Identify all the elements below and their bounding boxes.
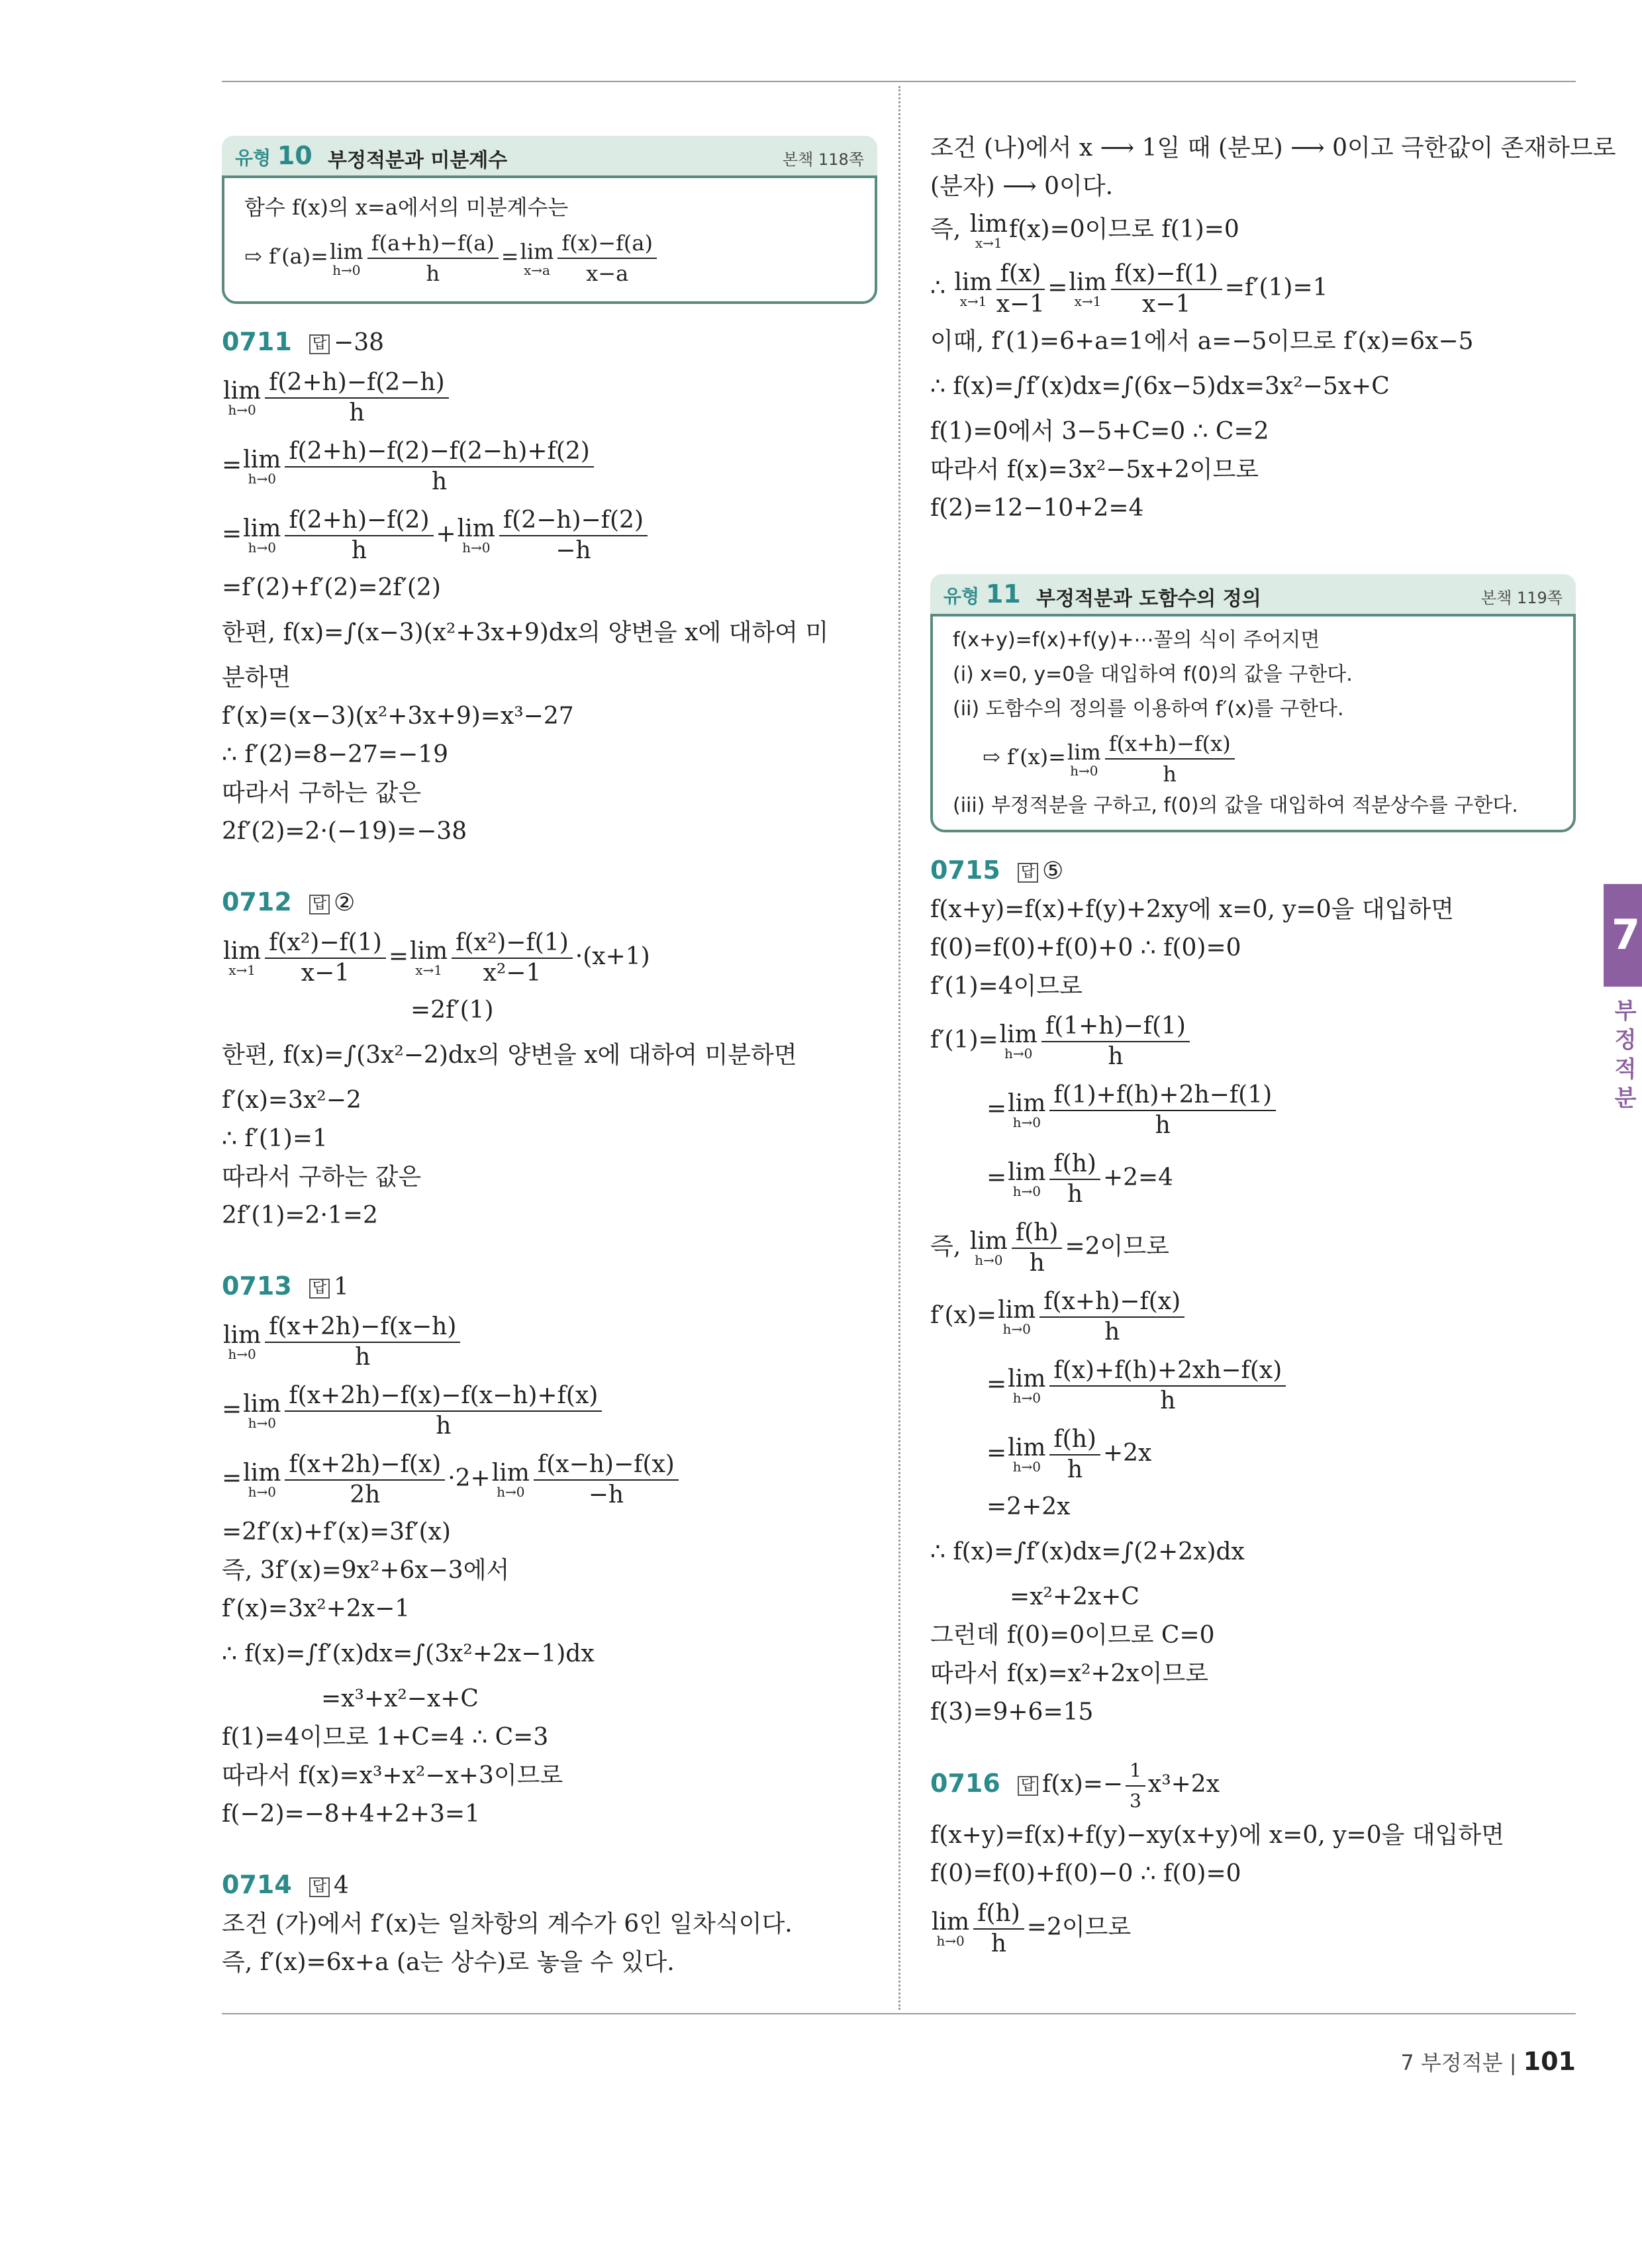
p0715-line6: = lim h→0 $\frac{f(h)}{h}$ +2=4 xyxy=(987,1150,1174,1208)
r-top-line4: ∴ lim x→1 $\frac{f(x)}{x-1}$ = lim x→1 $\frac{f(x)-f(1)}{x-1}$ =f′(1)=1 xyxy=(930,260,1328,318)
r-top-line8: 따라서 f(x)=3x²−5x+2이므로 xyxy=(930,456,1259,483)
p0716-line3: lim h→0 $\frac{f(h)}{h}$ =2이므로 xyxy=(932,1899,1132,1957)
left-column xyxy=(222,136,877,1982)
r-top-line9: f(2)=12−10+2=4 xyxy=(930,495,1144,522)
p0711-line9: 따라서 구하는 값은 xyxy=(222,779,422,807)
p0713-line6: f′(x)=3x²+2x−1 xyxy=(222,1595,410,1622)
type11-box-line1: f(x+y)=f(x)+f(y)+⋯꼴의 식이 주어지면 xyxy=(953,628,1320,652)
p0711-line8: ∴ f′(2)=8−27=−19 xyxy=(222,741,449,768)
p0715-line14: 그런데 f(0)=0이므로 C=0 xyxy=(930,1621,1215,1649)
p0715-line8: f′(x)= lim h→0 $\frac{f(x+h)-f(x)}{h}$ xyxy=(930,1281,1576,1350)
type11-box xyxy=(930,614,1576,832)
p0712-line6: 따라서 구하는 값은 xyxy=(222,1163,422,1191)
p0715-line2: f(0)=f(0)+f(0)+0 ∴ f(0)=0 xyxy=(930,934,1241,961)
r-top-line5: 이때, f′(1)=6+a=1에서 a=−5이므로 f′(x)=6x−5 xyxy=(930,328,1474,355)
column-divider xyxy=(898,86,900,2010)
r-top-line2: (분자) ⟶ 0이다. xyxy=(930,173,1114,200)
p0713-line2: = lim h→0 $\frac{f(x+2h)-f(x)-f(x-h)+f(x)}{h}$ xyxy=(222,1375,877,1444)
chapter-side-label: 부정적분 xyxy=(1614,998,1637,1112)
right-column xyxy=(930,129,1616,1962)
r-top-line3: 즉, lim x→1 f(x)=0이므로 f(1)=0 xyxy=(930,211,1239,251)
p0715-line3: f′(1)=4이므로 xyxy=(930,972,1083,1000)
p0712-line3: 한편, f(x)=∫(3x²−2)dx의 양변을 x에 대하여 미분하면 xyxy=(222,1042,797,1069)
p0711-line10: 2f′(2)=2·(−19)=−38 xyxy=(222,818,467,845)
chapter-side-tab: 7 xyxy=(1604,884,1642,987)
p0715-line12: ∴ f(x)=∫f′(x)dx=∫(2+2x)dx xyxy=(930,1538,1245,1565)
type10-ref: 본책 118쪽 xyxy=(783,150,864,169)
p0715-line1: f(x+y)=f(x)+f(y)+2xy에 x=0, y=0을 대입하면 xyxy=(930,895,1454,923)
type10-tag: 유형 10 xyxy=(235,141,313,170)
p0711-line6: 분하면 xyxy=(222,664,291,691)
type11-ref: 본책 119쪽 xyxy=(1481,589,1563,607)
p0711-line4: =f′(2)+f′(2)=2f′(2) xyxy=(222,574,441,601)
footer-chapter: 7 부정적분 | xyxy=(1400,2050,1523,2075)
p0712-line4: f′(x)=3x²−2 xyxy=(222,1087,362,1114)
p0711-line2: = lim h→0 $\frac{f(2+h)-f(2)-f(2-h)+f(2)}{h}$ xyxy=(222,431,877,500)
type11-box-line5: (iii) 부정적분을 구하고, f(0)의 값을 대입하여 적분상수를 구한다. xyxy=(953,793,1518,817)
p0713-line5: 즉, 3f′(x)=9x²+6x−3에서 xyxy=(222,1557,510,1584)
p0713-line8: =x³+x²−x+C xyxy=(321,1685,479,1712)
p0716-line1: f(x+y)=f(x)+f(y)−xy(x+y)에 x=0, y=0을 대입하면 xyxy=(930,1821,1504,1849)
page-footer xyxy=(1400,2046,1576,2077)
p0715-line9: = lim h→0 $\frac{f(x)+f(h)+2xh-f(x)}{h}$ xyxy=(930,1350,1576,1419)
type11-box-line4: ⇨ f′(x)= lim h→0 $\frac{f(x+h)-f(x)}{h}$ xyxy=(953,726,1553,789)
problem-0711-header: 0711 답 −38 xyxy=(222,327,385,356)
type11-title: 부정적분과 도함수의 정의 xyxy=(1036,587,1261,611)
type11-box-line2: (i) x=0, y=0을 대입하여 f(0)의 값을 구한다. xyxy=(953,663,1353,686)
p0713-line4: =2f′(x)+f′(x)=3f′(x) xyxy=(222,1518,451,1546)
p0715-line11: =2+2x xyxy=(987,1493,1071,1520)
type11-tag: 유형 11 xyxy=(943,579,1021,609)
p0711-line3: = lim h→0 $\frac{f(2+h)-f(2)}{h}$ + lim h→0 $\frac{f(2-h)-f(2)}{-h}$ xyxy=(222,500,877,569)
p0715-line13: =x²+2x+C xyxy=(1010,1583,1139,1610)
problem-0713-header: 0713 답 1 xyxy=(222,1271,349,1301)
type10-header xyxy=(222,136,877,175)
p0712-line1: lim x→1 $\frac{\text{f(x²)−f(1)}}{x-1}$ = lim x→1 $\frac{\text{f(x²)−f(1)}}{\text{x²−1}}$ ·(x+1) xyxy=(223,929,650,987)
p0715-line4: f′(1)= lim h→0 $\frac{f(1+h)-f(1)}{h}$ xyxy=(930,1006,1576,1075)
type11-header xyxy=(930,574,1576,614)
problem-0716-header: 0716 답 f(x)=− $\frac{1}{3}$ x³+2x xyxy=(930,1751,1576,1816)
p0714-line1: 조건 (가)에서 f′(x)는 일차항의 계수가 6인 일차식이다. xyxy=(222,1910,793,1938)
p0713-line3: = lim h→0 $\frac{f(x+2h)-f(x)}{2h}$ ·2+ lim h→0 $\frac{f(x-h)-f(x)}{-h}$ xyxy=(222,1444,877,1513)
problem-0712-header: 0712 답 ② xyxy=(222,887,356,916)
p0713-line1: lim h→0 $\frac{f(x+2h)-f(x-h)}{h}$ xyxy=(222,1307,877,1375)
r-top-line1: 조건 (나)에서 x ⟶ 1일 때 (분모) ⟶ 0이고 극한값이 존재하므로 xyxy=(930,134,1616,162)
top-rule xyxy=(222,81,1576,82)
problem-0714-header: 0714 답 4 xyxy=(222,1870,349,1899)
p0713-line11: f(−2)=−8+4+2+3=1 xyxy=(222,1800,480,1828)
type10-box-formula: ⇨ f′(a)= lim h→0 $\frac{f(a+h)-f(a)}{h}$ = lim x→a $\frac{f(x)-f(a)}{x-a}$ xyxy=(244,224,855,288)
p0713-line10: 따라서 f(x)=x³+x²−x+3이므로 xyxy=(222,1762,563,1789)
problem-0715-header: 0715 답 ⑤ xyxy=(930,855,1064,885)
p0715-line10: = lim h→0 $\frac{f(h)}{h}$ +2x xyxy=(987,1425,1152,1483)
p0711-line7: f′(x)=(x−3)(x²+3x+9)=x³−27 xyxy=(222,703,574,730)
p0712-line5: ∴ f′(1)=1 xyxy=(222,1125,328,1152)
p0715-line5: = lim h→0 $\frac{f(1)+f(h)+2h-f(1)}{h}$ xyxy=(930,1075,1576,1144)
p0713-line9: f(1)=4이므로 1+C=4 ∴ C=3 xyxy=(222,1724,549,1751)
p0713-line7: ∴ f(x)=∫f′(x)dx=∫(3x²+2x−1)dx xyxy=(222,1640,595,1667)
p0712-line7: 2f′(1)=2·1=2 xyxy=(222,1202,378,1229)
type11-box-line3: (ii) 도함수의 정의를 이용하여 f′(x)를 구한다. xyxy=(953,697,1344,720)
p0712-line2: =2f′(1) xyxy=(410,997,494,1024)
p0714-line2: 즉, f′(x)=6x+a (a는 상수)로 놓을 수 있다. xyxy=(222,1949,675,1976)
type10-box xyxy=(222,175,877,304)
r-top-line7: f(1)=0에서 3−5+C=0 ∴ C=2 xyxy=(930,418,1269,445)
p0715-line16: f(3)=9+6=15 xyxy=(930,1698,1094,1726)
p0711-line5: 한편, f(x)=∫(x−3)(x²+3x+9)dx의 양변을 x에 대하여 미 xyxy=(222,619,829,646)
bottom-rule xyxy=(222,2013,1576,2014)
type10-box-line1: 함수 f(x)의 x=a에서의 미분계수는 xyxy=(244,195,569,220)
p0716-line2: f(0)=f(0)+f(0)−0 ∴ f(0)=0 xyxy=(930,1859,1241,1887)
page-number: 101 xyxy=(1523,2047,1576,2076)
r-top-line6: ∴ f(x)=∫f′(x)dx=∫(6x−5)dx=3x²−5x+C xyxy=(930,373,1390,400)
p0711-line1: lim h→0 $\frac{f(2+h)-f(2-h)}{h}$ xyxy=(222,362,877,431)
type10-title: 부정적분과 미분계수 xyxy=(328,149,508,172)
p0715-line15: 따라서 f(x)=x²+2x이므로 xyxy=(930,1659,1209,1687)
p0715-line7: 즉, lim h→0 $\frac{f(h)}{h}$ =2이므로 xyxy=(930,1218,1169,1277)
